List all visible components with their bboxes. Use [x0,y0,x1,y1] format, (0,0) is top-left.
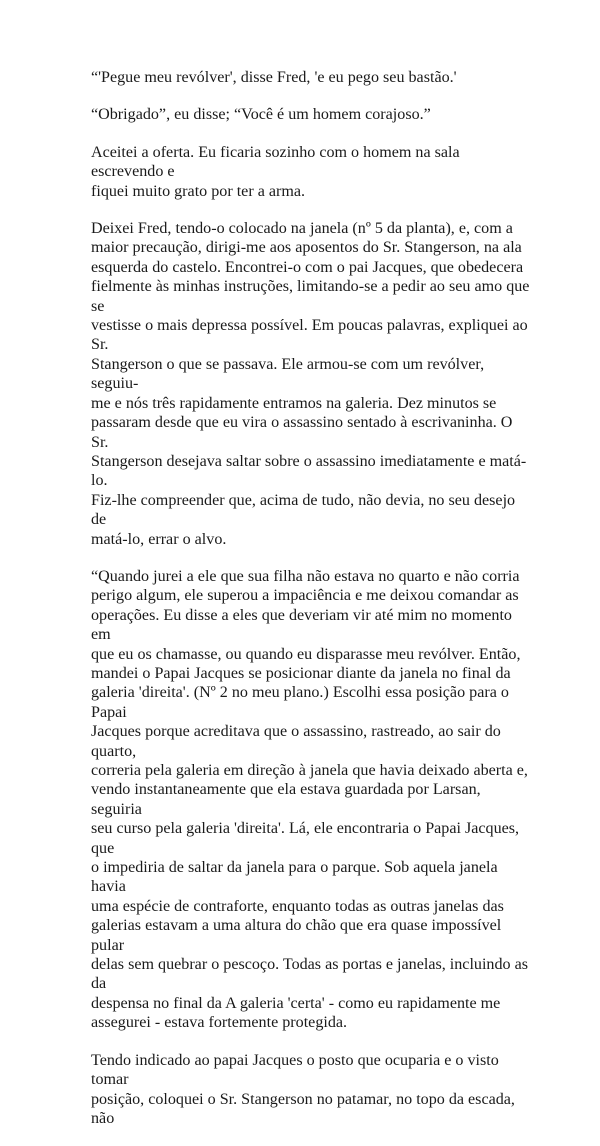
paragraph-3: Aceitei a oferta. Eu ficaria sozinho com o homem na sala escrevendo e fiquei muito grato por ter a arma. [91,143,460,200]
paragraph-6: Tendo indicado ao papai Jacques o posto que ocuparia e o visto tomar posição, coloquei o Sr. Stangerson no patamar, no topo da escada, não [91,1051,515,1127]
paragraph-4: Deixei Fred, tendo-o colocado na janela (nº 5 da planta), e, com a maior precaução, dirigi-me aos aposentos do Sr. Stangerson, na ala esquerda do castelo. Encontrei-o com o pai Jacques, que obedecera fielmente às minhas instruções, limitando-se a pedir ao seu amo que se vestisse o mais depressa possível. Em poucas palavras, expliquei ao Sr. Stangerson o que se passava. Ele armou-se com um revólver, seguiu- me e nós três rapidamente entramos na galeria. Dez minutos se passaram desde que eu vira o assassino sentado à escrivaninha. O Sr. Stangerson desejava saltar sobre o assassino imediatamente e matá-lo. Fiz-lhe compreender que, acima de tudo, não devia, no seu desejo de matá-lo, errar o alvo. [91,220,530,548]
paragraph-1: “'Pegue meu revólver', disse Fred, 'e eu pego seu bastão.' [91,69,457,86]
paragraph-5: “Quando jurei a ele que sua filha não estava no quarto e não corria perigo algum, ele superou a impaciência e me deixou comandar as operações. Eu disse a eles que deveriam vir até mim no momento em que eu os chamasse, ou quando eu disparasse meu revólver. Então, mandei o Papai Jacques se posicionar diante da janela no final da galeria 'direita'. (Nº 2 no meu plano.) Escolhi essa posição para o Papai Jacques porque acreditava que o assassino, rastreado, ao sair do quarto, correria pela galeria em direção à janela que havia deixado aberta e, vendo instantaneamente que ela estava guardada por Larsan, seguiria seu curso pela galeria 'direita'. Lá, ele encontraria o Papai Jacques, que o impediria de saltar da janela para o parque. Sob aquela janela havia uma espécie de contraforte, enquanto todas as outras janelas das galerias estavam a uma altura do chão que era quase impossível pular delas sem quebrar o pescoço. Todas as portas e janelas, incluindo as da despensa no final da A galeria 'certa' - como eu rapidamente me assegurei - estava fortemente protegida. [91,567,528,1032]
document-page [91,68,531,1146]
paragraph-2: “Obrigado”, eu disse; “Você é um homem corajoso.” [91,106,431,124]
